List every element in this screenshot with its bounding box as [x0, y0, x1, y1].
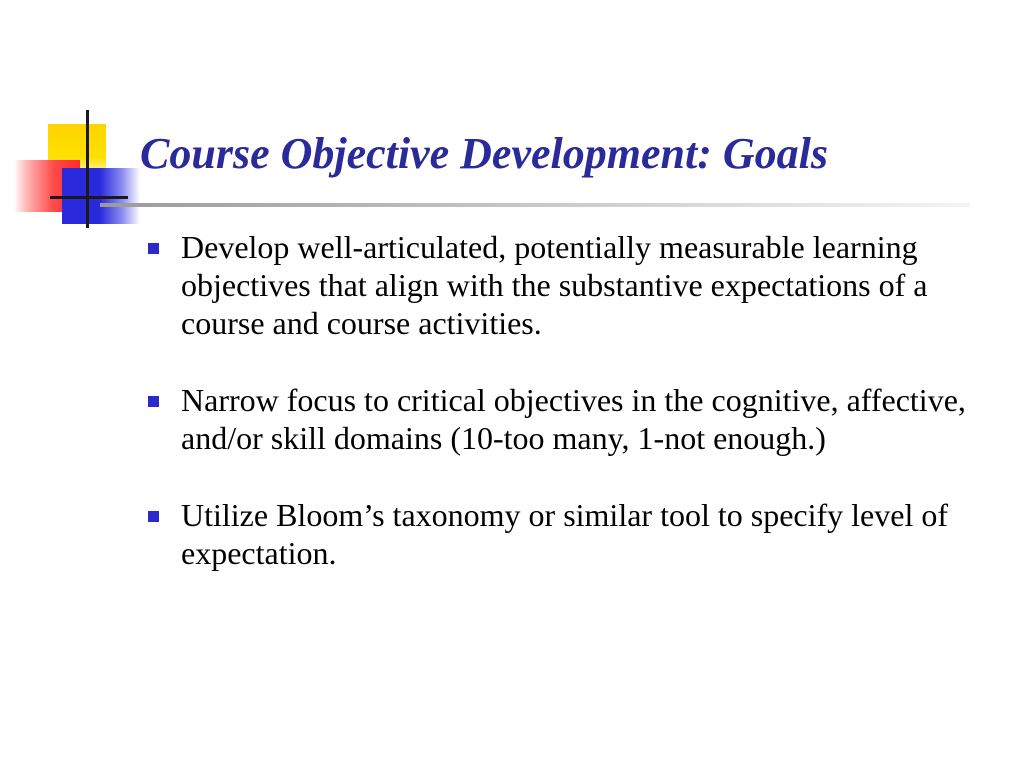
bullet-item: [144, 381, 994, 457]
slide-title: Course Objective Development: Goals: [140, 129, 828, 178]
bullet-text: Narrow focus to critical objectives in the cognitive, affective, and/or skill domains (10-too many, 1-not enough.): [181, 382, 966, 456]
bullet-text: Develop well-articulated, potentially measurable learning objectives that align with the substantive expectations of a course and course activities.: [181, 229, 928, 341]
horizontal-line-decoration: [50, 196, 128, 199]
square-bullet-icon: [148, 396, 159, 407]
bullet-list: [144, 228, 994, 611]
bullet-item: [144, 228, 994, 342]
bullet-text: Utilize Bloom’s taxonomy or similar tool to specify level of expectation.: [181, 497, 948, 571]
square-bullet-icon: [148, 243, 159, 254]
title-underline: [100, 203, 970, 207]
bullet-item: [144, 496, 994, 572]
vertical-line-decoration: [86, 110, 89, 228]
square-bullet-icon: [148, 511, 159, 522]
